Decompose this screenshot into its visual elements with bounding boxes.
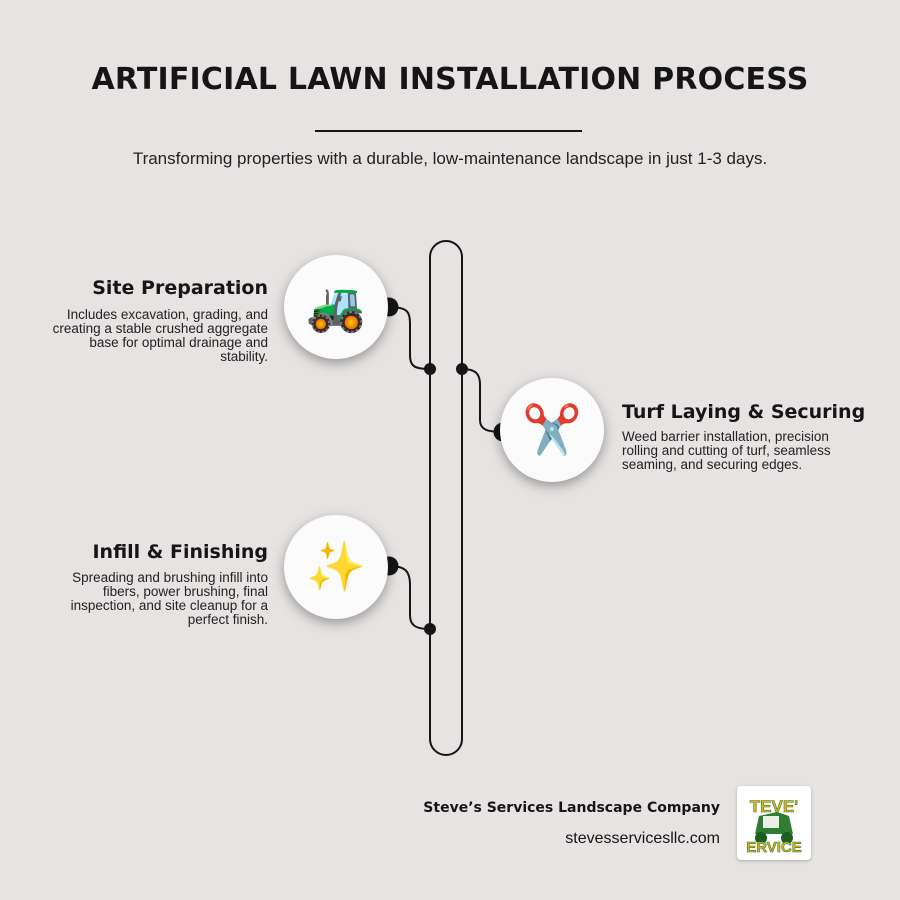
step-title-infill-finishing: Infill & Finishing [92, 541, 268, 563]
logo-graphic [737, 786, 811, 860]
step-description-turf-laying: Weed barrier installation, precision rolling and cutting of turf, seamless seaming, and securing edges. [622, 429, 831, 472]
connector-infill-finishing [389, 566, 430, 629]
company-name: Steve’s Services Landscape Company [423, 800, 720, 816]
node-dot [424, 363, 436, 375]
step-description-site-preparation: Includes excavation, grading, and creating a stable crushed aggregate base for optimal drainage and stability. [52, 307, 268, 364]
connector-site-preparation [389, 307, 430, 369]
scissors-icon: ✂️ [500, 378, 604, 482]
timeline-track [430, 241, 462, 755]
page-title: ARTIFICIAL LAWN INSTALLATION PROCESS [91, 62, 809, 97]
page-subtitle: Transforming properties with a durable, low-maintenance landscape in just 1-3 days. [132, 149, 768, 168]
company-website-link[interactable]: stevesservicesllc.com [565, 830, 720, 847]
connector-turf-laying [462, 369, 503, 432]
company-logo [737, 786, 811, 860]
node-dot [424, 623, 436, 635]
logo-text-top: TEVE' [749, 797, 799, 816]
step-title-turf-laying: Turf Laying & Securing [622, 401, 866, 423]
step-title-site-preparation: Site Preparation [92, 277, 268, 299]
tractor-icon: 🚜 [284, 255, 388, 359]
node-dot [456, 363, 468, 375]
logo-text-bottom: ERVICE [746, 839, 802, 856]
sparkles-icon: ✨ [284, 515, 388, 619]
step-description-infill-finishing: Spreading and brushing infill into fibers, power brushing, final inspection, and site cleanup for a perfect finish. [70, 570, 268, 627]
